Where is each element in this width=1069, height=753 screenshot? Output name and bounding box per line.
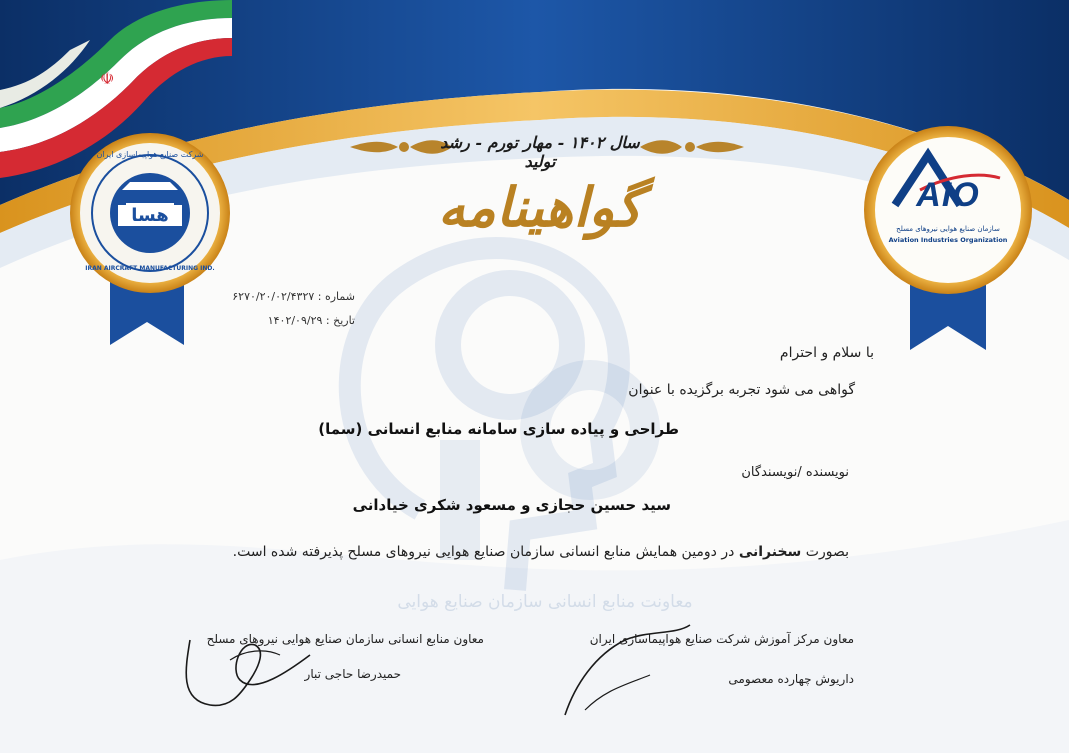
authors-names: سید حسین حجازی و مسعود شکری خیادانی <box>352 496 671 514</box>
watermark-text: معاونت منابع انسانی سازمان صنایع هوایی <box>397 592 693 612</box>
acceptance-prefix: بصورت <box>801 544 849 560</box>
meta-number-value: ۶۲۷۰/۲۰/۰۲/۴۳۲۷ <box>232 290 315 303</box>
project-title: طراحی و پیاده سازی سامانه منابع انسانی (سما) <box>318 420 679 438</box>
acceptance-highlight: سخنرانی <box>738 544 802 560</box>
acceptance-line <box>233 544 849 560</box>
meta-date <box>215 314 355 327</box>
intro-line: گواهی می شود تجربه برگزیده با عنوان <box>628 382 855 398</box>
hesa-logo-ring-text-en: IRAN AIRCRAFT MANUFACTURING IND. <box>85 265 215 272</box>
greeting: با سلام و احترام <box>779 345 874 361</box>
svg-text:☫: ☫ <box>100 69 115 88</box>
authors-label: نویسنده /نویسندگان <box>741 465 849 480</box>
signature-left-scribble <box>170 610 330 720</box>
aio-logo-mark: AIO <box>916 176 980 214</box>
meta-number-label: شماره : <box>317 290 355 303</box>
hesa-logo-mark: هسا <box>118 205 182 226</box>
certificate-title: گواهینامه <box>437 175 642 239</box>
meta-date-label: تاریخ : <box>325 314 355 327</box>
signature-left-title: معاون منابع انسانی سازمان صنایع هوایی نیروهای مسلح <box>206 632 484 646</box>
hesa-logo-ring-text: شرکت صنایع هواپیماسازی ایران <box>96 150 204 159</box>
meta-date-value: ۱۴۰۲/۰۹/۲۹ <box>267 314 323 327</box>
slogan: سال ۱۴۰۲ - مهار تورم - رشد تولید <box>440 133 640 171</box>
acceptance-suffix: در دومین همایش منابع انسانی سازمان صنایع هوایی نیروهای مسلح پذیرفته شده است. <box>232 544 739 560</box>
meta-number <box>215 290 355 303</box>
signature-right-scribble <box>555 615 715 725</box>
signature-left-name: حمیدرضا حاجی تبار <box>304 667 401 681</box>
aio-logo-name-fa: سازمان صنایع هوایی نیروهای مسلح <box>896 225 1000 233</box>
signature-right-title: معاون مرکز آموزش شرکت صنایع هواپیماسازی ایران <box>589 632 854 646</box>
aio-logo-name-en: Aviation Industries Organization <box>888 236 1008 244</box>
signature-right-name: داریوش چهارده معصومی <box>728 672 854 686</box>
